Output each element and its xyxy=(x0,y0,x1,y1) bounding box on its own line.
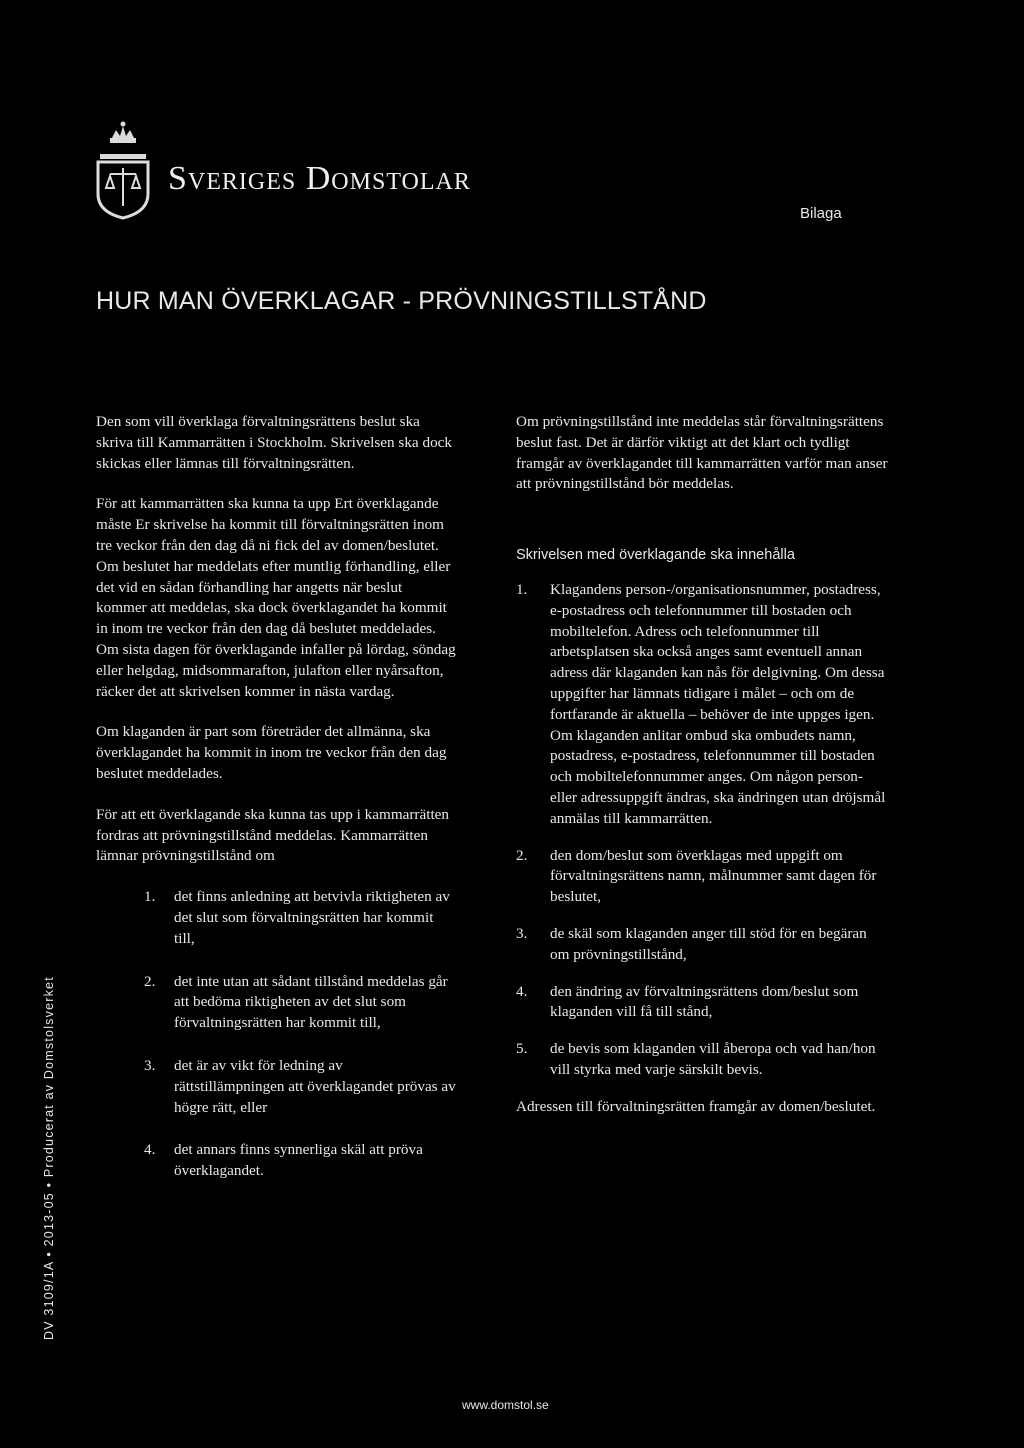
paragraph: Adressen till förvaltningsrätten framgår av domen/beslutet. xyxy=(516,1097,876,1115)
form-code: DV 3109/1A • 2013-05 • Producerat av Domstolsverket xyxy=(42,976,56,1340)
list-item xyxy=(516,924,888,966)
list-number: 1. xyxy=(144,888,156,906)
paragraph: För att kammarrätten ska kunna ta upp Ert överklagande måste Er skrivelse ha kommit till förvaltningsrätten inom tre veckor från den dag då ni fick del av domen/beslutet. Om beslutet har meddelats efter muntlig förhandling, eller det vid en sådan förhandling har angetts när beslut kommer att meddelas, ska dock överklagandet ha kommit in inom tre veckor från den dag då beslutet meddelades. Om sista dagen för överklagande infaller på lördag, söndag eller helgdag, midsommarafton, julafton eller nyårsafton, räcker det att skrivelsen kommer in nästa vardag. xyxy=(96,495,456,700)
list-number: 5. xyxy=(516,1040,528,1058)
list-number: 3. xyxy=(516,924,528,942)
paragraph: Om klaganden är part som företräder det allmänna, ska överklagandet ha kommit in inom tre veckor från den dag beslutet meddelades. xyxy=(96,723,447,782)
list-item xyxy=(144,972,456,1034)
page-title: HUR MAN ÖVERKLAGAR - PRÖVNINGSTILLSTÅND xyxy=(96,287,707,315)
list-number: 4. xyxy=(144,1141,156,1159)
list-item xyxy=(144,1056,456,1118)
domstol-emblem-icon xyxy=(92,120,154,220)
list-item xyxy=(516,1039,888,1081)
list-text: Klagandens person-/organisationsnummer, postadress, e-postadress och telefonnummer till bostaden och mobiltelefon. Adress och telefonnummer till arbetsplatsen ska också anges samt eventuell annan adress där klaganden kan nås för delgivning. Om dessa uppgifter har lämnats tidigare i målet – och om de fortfarande är aktuella – behöver de inte uppges igen. Om klaganden anlitar ombud ska ombudets namn, postadress, e-postadress, telefonnummer till bostaden och mobiltelefonnummer anges. Om någon person- eller adressuppgift ändras, ska ändringen utan dröjsmål anmälas till kammarrätten. xyxy=(550,580,886,827)
list-text: den ändring av förvaltningsrättens dom/beslut som klaganden vill få till stånd, xyxy=(550,982,859,1021)
brand-name: Sveriges Domstolar xyxy=(168,160,471,197)
list-number: 4. xyxy=(516,982,528,1000)
list-text: det annars finns synnerliga skäl att pröva överklagandet. xyxy=(174,1141,423,1180)
list-text: de bevis som klaganden vill åberopa och vad han/hon vill styrka med varje särskilt bevis. xyxy=(550,1040,876,1078)
left-column xyxy=(96,412,456,1204)
list-number: 1. xyxy=(516,580,528,598)
list-text: den dom/beslut som överklagas med uppgift om förvaltningsrättens namn, målnummer samt dagen för beslutet, xyxy=(550,846,877,906)
list-item xyxy=(144,1140,456,1182)
paragraph: För att ett överklagande ska kunna tas upp i kammarrätten fordras att prövningstillstånd meddelas. Kammarrätten lämnar prövningstillstånd om xyxy=(96,805,449,865)
list-number: 2. xyxy=(516,846,528,864)
list-number: 2. xyxy=(144,972,156,990)
paragraph: Den som vill överklaga förvaltningsrättens beslut ska skriva till Kammarrätten i Stockholm. Skrivelsen ska dock skickas eller lämnas till förvaltningsrätten. xyxy=(96,413,452,472)
paragraph: Om prövningstillstånd inte meddelas står förvaltningsrättens beslut fast. Det är därför viktigt att det klart och tydligt framgår av överklagandet till kammarrätten varför man anser att prövningstillstånd bör meddelas. xyxy=(516,413,888,493)
bilaga-label: Bilaga xyxy=(800,205,842,222)
content-list xyxy=(516,580,888,1081)
list-text: det är av vikt för ledning av rättstillämpningen att överklagandet prövas av högre rätt, eller xyxy=(174,1056,456,1116)
list-item xyxy=(144,887,456,949)
list-item xyxy=(516,846,888,908)
right-column xyxy=(516,412,888,1138)
list-text: det finns anledning att betvivla riktigheten av det slut som förvaltningsrätten har kommit till, xyxy=(174,888,450,947)
section-heading: Skrivelsen med överklagande ska innehålla xyxy=(516,547,795,564)
footer-url: www.domstol.se xyxy=(462,1398,549,1412)
list-text: det inte utan att sådant tillstånd meddelas går att bedöma riktigheten av det slut som förvaltningsrätten har kommit till, xyxy=(174,972,448,1032)
list-item xyxy=(516,580,888,830)
list-item xyxy=(516,982,888,1024)
list-number: 3. xyxy=(144,1056,156,1074)
list-text: de skäl som klaganden anger till stöd för en begäran om prövningstillstånd, xyxy=(550,924,867,963)
criteria-list xyxy=(144,887,456,1182)
